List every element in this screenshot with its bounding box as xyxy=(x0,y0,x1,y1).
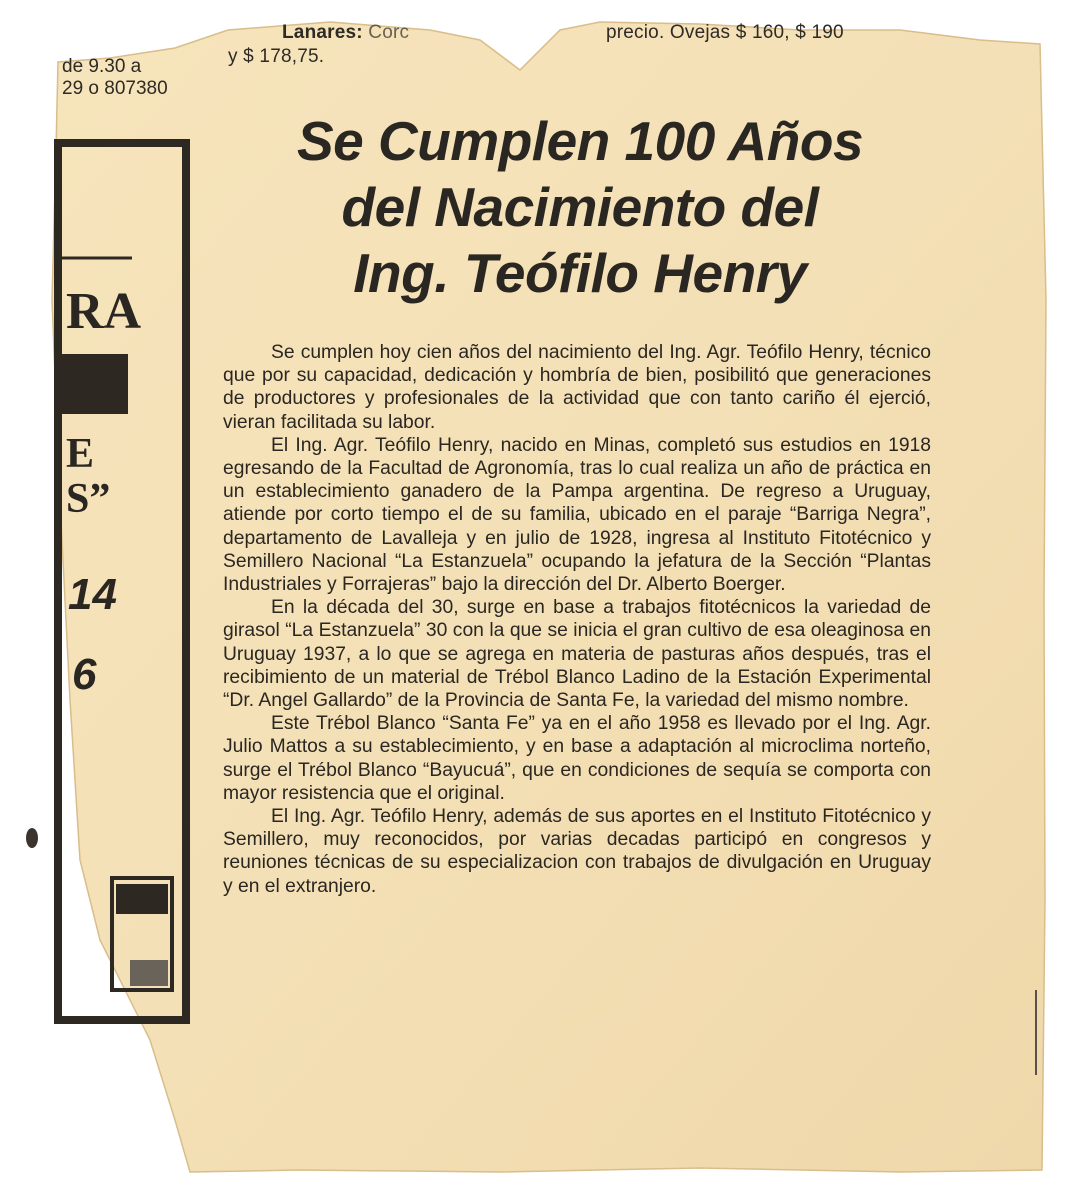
left-fragment-time: de 9.30 a xyxy=(62,56,142,77)
left-fragment-phone: 29 o 807380 xyxy=(62,78,168,99)
article-paragraph: El Ing. Agr. Teófilo Henry, además de sus aportes en el Instituto Fitotécnico y Semillero, muy reconocidos, por varias decadas participó en congresos y reuniones técnicas de su especializacion con trabajos de divulgación en Uruguay y en el extranjero. xyxy=(223,806,931,897)
top-fragment-lanares xyxy=(282,22,409,44)
lanares-label: Lanares: xyxy=(282,22,363,43)
lanares-fragment: Corc xyxy=(368,22,410,43)
headline xyxy=(230,108,930,306)
left-masthead-ra: RA xyxy=(66,283,142,340)
left-masthead-e: E xyxy=(66,431,95,477)
article-paragraph: El Ing. Agr. Teófilo Henry, nacido en Minas, completó sus estudios en 1918 egresando de la Facultad de Agronomía, tras lo cual realiza un año de práctica en un establecimiento ganadero de la Pampa argentina. De regreso a Uruguay, atiende por corto tiempo el de su familia, ubicado en el paraje “Barriga Negra”, departamento de Lavalleja y en julio de 1928, ingresa al Instituto Fitotécnico y Semillero Nacional “La Estanzuela” ocupando la jefatura de la Sección “Plantas Industriales y Forrajeras” bajo la dirección del Dr. Alberto Boerger. xyxy=(223,434,931,596)
ink-speck xyxy=(26,828,38,848)
left-masthead-6: 6 xyxy=(72,650,97,699)
article-body xyxy=(223,341,931,898)
headline-line-3: Ing. Teófilo Henry xyxy=(353,242,807,304)
left-lower-fill-2 xyxy=(130,960,168,986)
top-fragment-precio: precio. Ovejas $ 160, $ 190 xyxy=(606,22,844,43)
left-masthead-s: S” xyxy=(66,476,111,522)
article-paragraph: En la década del 30, surge en base a trabajos fitotécnicos la variedad de girasol “La Estanzuela” 30 con la que se inicia el gran cultivo de esa oleaginosa en Uruguay 1937, a lo que se agrega en materia de pasturas años después, tras el recibimiento de un material de Trébol Blanco Ladino de la Estación Experimental “Dr. Angel Gallardo” de la Provincia de Santa Fe, la variedad del mismo nombre. xyxy=(223,597,931,712)
left-lower-fill xyxy=(116,884,168,914)
article-paragraph: Se cumplen hoy cien años del nacimiento del Ing. Agr. Teófilo Henry, técnico que por su capacidad, dedicación y hombría de bien, posibilitó que generaciones de productores y profesionales de la actividad que con tanto cariño él ejerció, vieran facilitada su labor. xyxy=(223,342,931,433)
article-paragraph: Este Trébol Blanco “Santa Fe” ya en el año 1958 es llevado por el Ing. Agr. Julio Mattos a su establecimiento, y en base a adaptación al microclima norteño, surge el Trébol Blanco “Bayucuá”, que en condiciones de sequía se comporta con mayor resistencia que el original. xyxy=(223,713,931,804)
headline-line-2: del Nacimiento del xyxy=(341,176,819,238)
top-fragment-precio-2: y $ 178,75. xyxy=(228,46,325,67)
left-black-block xyxy=(60,354,128,414)
headline-line-1: Se Cumplen 100 Años xyxy=(296,110,864,172)
left-masthead-14: 14 xyxy=(68,570,117,619)
